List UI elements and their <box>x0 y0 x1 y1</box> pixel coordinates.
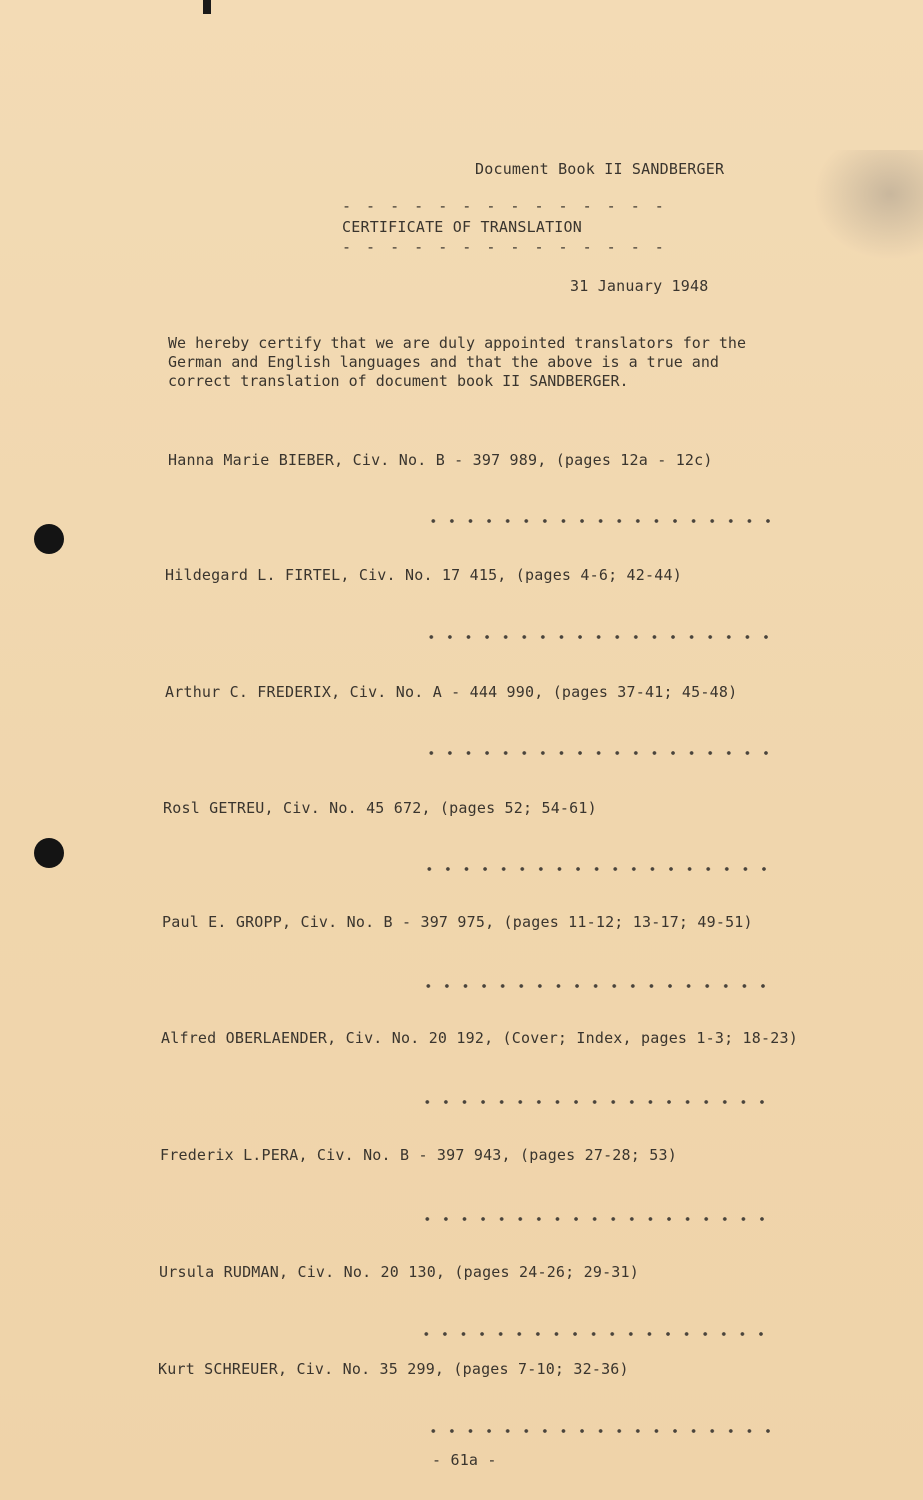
translator-entry: Kurt SCHREUER, Civ. No. 35 299, (pages 7-10; 32-36) <box>158 1360 629 1378</box>
certificate-title: CERTIFICATE OF TRANSLATION <box>342 218 582 236</box>
punch-hole <box>34 524 64 554</box>
signature-line <box>424 519 778 523</box>
certificate-date: 31 January 1948 <box>570 277 709 295</box>
signature-line <box>418 1217 772 1221</box>
translator-entry: Rosl GETREU, Civ. No. 45 672, (pages 52; 54-61) <box>163 799 597 817</box>
translator-entry: Frederix L.PERA, Civ. No. B - 397 943, (pages 27-28; 53) <box>160 1146 677 1164</box>
signature-line <box>422 751 776 755</box>
signature-line <box>424 1429 778 1433</box>
signature-line <box>418 1100 772 1104</box>
title-rule-top: - - - - - - - - - - - - - - <box>342 197 667 215</box>
signature-line <box>420 867 774 871</box>
staple-mark <box>203 0 211 14</box>
page-number: - 61a - <box>432 1451 497 1469</box>
translator-entry: Hanna Marie BIEBER, Civ. No. B - 397 989, (pages 12a - 12c) <box>168 451 713 469</box>
translator-entry: Ursula RUDMAN, Civ. No. 20 130, (pages 24-26; 29-31) <box>159 1263 639 1281</box>
title-rule-bottom: - - - - - - - - - - - - - - <box>342 238 667 256</box>
signature-line <box>419 984 773 988</box>
translator-entry: Alfred OBERLAENDER, Civ. No. 20 192, (Cover; Index, pages 1-3; 18-23) <box>161 1029 798 1047</box>
signature-line <box>422 635 776 639</box>
certification-statement: We hereby certify that we are duly appointed translators for the German and English languages and that the above is a true and correct translation of document book II SANDBERGER. <box>168 334 746 390</box>
signature-line <box>417 1332 771 1336</box>
document-reference: Document Book II SANDBERGER <box>475 160 725 178</box>
paper-smudge <box>813 150 923 260</box>
punch-hole <box>34 838 64 868</box>
translator-entry: Arthur C. FREDERIX, Civ. No. A - 444 990, (pages 37-41; 45-48) <box>165 683 738 701</box>
translator-entry: Hildegard L. FIRTEL, Civ. No. 17 415, (pages 4-6; 42-44) <box>165 566 682 584</box>
translator-entry: Paul E. GROPP, Civ. No. B - 397 975, (pages 11-12; 13-17; 49-51) <box>162 913 753 931</box>
